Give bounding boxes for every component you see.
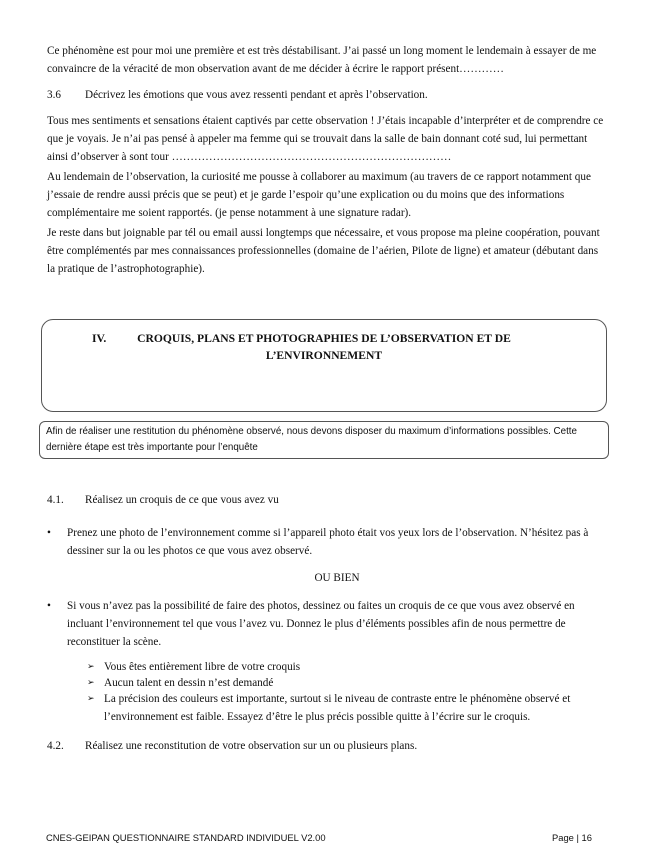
question-3-6 [47,86,607,104]
question-4-1 [47,491,607,509]
question-text: Réalisez un croquis de ce que vous avez vu [85,494,279,506]
sub-item [87,690,607,726]
section-title [42,330,606,364]
sub-item-text: La précision des couleurs est importante, surtout si le niveau de contraste entre le phénomène observé et l’environnement est faible. Essayez d’être le plus précis possible quitte à l’écrire sur le croquis. [104,693,571,723]
footer-document-title: CNES-GEIPAN QUESTIONNAIRE STANDARD INDIVIDUEL V2.00 [46,832,326,843]
question-text: Décrivez les émotions que vous avez ressenti pendant et après l’observation. [85,89,428,101]
arrow-bullet-icon: ➢ [87,694,95,704]
emotions-paragraph: Tous mes sentiments et sensations étaient captivés par cette observation ! J’étais incapable d’interpréter et de comprendre ce que je voyais. Je n’ai pas pensé à appeler ma femme qui se trouvait dans la salle de bain donnant coté sud, lui permettant ainsi d’observer à sont tour ………………………………………………………………… [47,115,604,163]
section-title-line-1: CROQUIS, PLANS ET PHOTOGRAPHIES DE L’OBSERVATION ET DE [137,332,511,345]
bullet-sketch [47,597,607,651]
question-number: 4.2. [47,740,64,752]
observation-paragraph-1: Ce phénomène est pour moi une première et est très déstabilisant. J’ai passé un long moment le lendemain à essayer de me convaincre de la véracité de mon observation avant de me décider à écrire le rapport présent………… [47,45,597,75]
footer-page-number: Page | 16 [552,832,592,843]
bullet-text: Si vous n’avez pas la possibilité de faire des photos, dessinez ou faites un croquis de ce que vous avez observé en incluant l’environnement tel que vous l’avez vu. Donnez le plus d’éléments possibles afin de nous permettre de reconstituer la scène. [67,600,575,648]
aftermath-paragraph: Au lendemain de l’observation, la curiosité me pousse à collaborer au maximum (au travers de ce rapport notamment que j’essaie de rendre aussi précis que se peut) et je garde l’espoir qu’une explication ou du moins que des informations complémentaire me soient rapportés. (je pense notamment à une signature radar). [47,171,591,219]
ou-bien: OU BIEN [314,572,360,584]
bullet-icon: • [47,527,51,539]
bullet-text: Prenez une photo de l’environnement comme si l’appareil photo était vos yeux lors de l’observation. N’hésitez pas à dessiner sur la ou les photos ce que vous avez observé. [67,527,589,557]
question-number: 3.6 [47,89,61,101]
info-box: Afin de réaliser une restitution du phénomène observé, nous devons disposer du maximum d’informations possibles. Cette dernière étape est très importante pour l’enquête [39,421,609,459]
arrow-bullet-icon: ➢ [87,678,95,688]
contact-paragraph: Je reste dans but joignable par tél ou email aussi longtemps que nécessaire, et vous propose ma pleine coopération, pouvant être complémentés par mes connaissances professionnelles (domaine de l’aérien, Pilote de ligne) et amateur (débutant dans la pratique de l’astrophotographie). [47,227,600,275]
question-number: 4.1. [47,494,64,506]
question-4-2 [47,737,607,755]
arrow-bullet-icon: ➢ [87,662,95,672]
sub-item-text: Aucun talent en dessin n’est demandé [104,677,274,689]
section-header-box [41,319,607,412]
sub-item-text: Vous êtes entièrement libre de votre croquis [104,661,301,673]
question-text: Réalisez une reconstitution de votre observation sur un ou plusieurs plans. [85,740,418,752]
section-title-line-2: L’ENVIRONNEMENT [265,349,383,362]
section-number: IV. [92,332,107,345]
bullet-icon: • [47,600,51,612]
bullet-photo [47,524,607,560]
